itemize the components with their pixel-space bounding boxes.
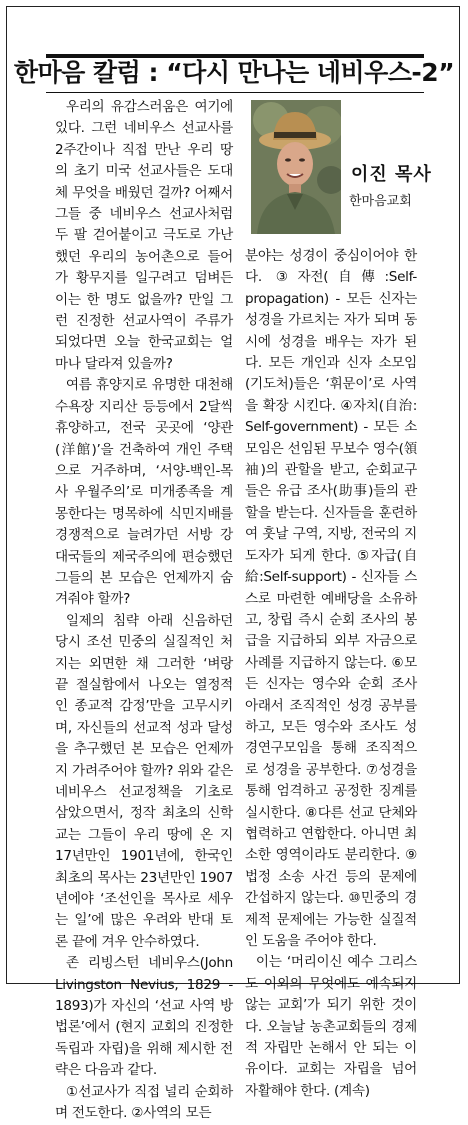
article-paragraph: 일제의 침략 아래 신음하던 당시 조선 민중의 실질적인 처지는 외면한 채 그러한 ‘벼랑 끝 절실함에서 나오는 열정적인 종교적 감정’만을 고무시키며, 자신들의 선교적 성과 달성을 추구했던 본 모습은 언제까지 가려주어야 할까? 위와 같은 네비우스 선교정책을 기초로 삼았으면서, 정작 최초의 신학교는 그들이 우리 땅에 온 지 17년만인 1901년에, 한국인 최초의 목사는 23년만인 1907년에야 ‘조선인을 목사로 세우는 일’에 많은 우려와 반대 토론 끝에 겨우 안수하였다. bbox=[55, 612, 233, 950]
article-column-2 bbox=[245, 246, 417, 1102]
column-title: 한마음 칼럼 : “다시 만나는 네비우스-2” bbox=[13, 58, 455, 87]
article-paragraph: 여름 휴양지로 유명한 대천해수욕장 지리산 등등에서 2달씩 휴양하고, 전국 곳곳에 ‘양관(洋館)’을 건축하여 개인 주택으로 거주하며, ‘서양-백인-목사 우월주의’로 미개종족을 계몽한다는 명목하에 식민지배를 경쟁적으로 늘려가던 서방 강대국들의 제국주의에 편승했던 그들의 본 모습은 언제까지 숨겨줘야 할까? bbox=[55, 377, 233, 608]
author-photo bbox=[251, 100, 341, 234]
article-paragraph: ①선교사가 직접 널리 순회하며 전도한다. ②사역의 모든 bbox=[55, 1083, 233, 1122]
author-portrait-image bbox=[251, 100, 341, 234]
article-paragraph: 이는 ‘머리이신 예수 그리스도 이외의 무엇에도 예속되지 않는 교회’가 되기 위한 것이다. 오늘날 농촌교회들의 경제적 자립만 논해서 안 되는 이유이다. 교회는 자립을 넘어 자활해야 한다. (계속) bbox=[245, 954, 417, 1099]
author-name: 이진 목사 bbox=[351, 164, 432, 185]
article-paragraph: 분야는 성경이 중심이어야 한다. ③자전(自傳:Self-propagation) - 모든 신자는 성경을 가르치는 자가 되며 동시에 성경을 배우는 자가 된다. 모든 개인과 신자 소모임(기도처)들은 ‘휘문이’로 사역을 확장 시킨다. ④자치(自治: Self-government) - 모든 소모임은 선임된 무보수 영수(領袖)의 관할을 받고, 순회교구들은 유급 조사(助事)들의 관할을 받는다. 신자들을 훈련하여 훗날 구역, 지방, 전국의 지도자가 되게 한다. ⑤자급(自給:Self-support) - 신자들 스스로 마련한 예배당을 소유하고, 창립 즉시 순회 조사의 봉급을 지급하되 외부 자금으로 사례를 지급하지 않는다. ⑥모든 신자는 영수와 순회 조사 아래서 조직적인 성경 공부를 하고, 모든 영수와 조사도 성경연구모임을 통해 조직적으로 성경을 공부한다. ⑦성경을 통해 엄격하고 공정한 징계를 실시한다. ⑧다른 선교 단체와 협력하고 연합한다. 아니면 최소한 영역이라도 분리한다. ⑨법정 소송 사건 등의 문제에 간섭하지 않는다. ⑩민중의 경제적 문제에는 가능한 실질적인 도움을 주어야 한다. bbox=[245, 248, 417, 949]
header-rule-bottom bbox=[46, 92, 424, 93]
article-column-1 bbox=[55, 97, 233, 1125]
author-church: 한마음교회 bbox=[349, 194, 412, 209]
article-paragraph: 우리의 유감스러움은 여기에 있다. 그런 네비우스 선교사를 2주간이나 직접 만난 우리 땅의 초기 미국 선교사들은 도대체 무엇을 배웠던 걸까? 어째서 그들 중 네비우스 선교사처럼 두 팔 걷어붙이고 극도로 가난했던 우리의 농어촌으로 들어가 황무지를 일구려고 덤벼든 이는 한 명도 없을까? 만일 그런 진정한 선교사역이 주류가 되었다면 오늘 한국교회는 얼마나 달라져 있을까? bbox=[55, 99, 233, 372]
article-paragraph: 존 리빙스턴 네비우스(John Livingston Nevius, 1829 - 1893)가 자신의 ‘선교 사역 방법론’에서 (현지 교회의 진정한 독립과 자립)을 위해 제시한 전략은 다음과 같다. bbox=[55, 955, 233, 1079]
